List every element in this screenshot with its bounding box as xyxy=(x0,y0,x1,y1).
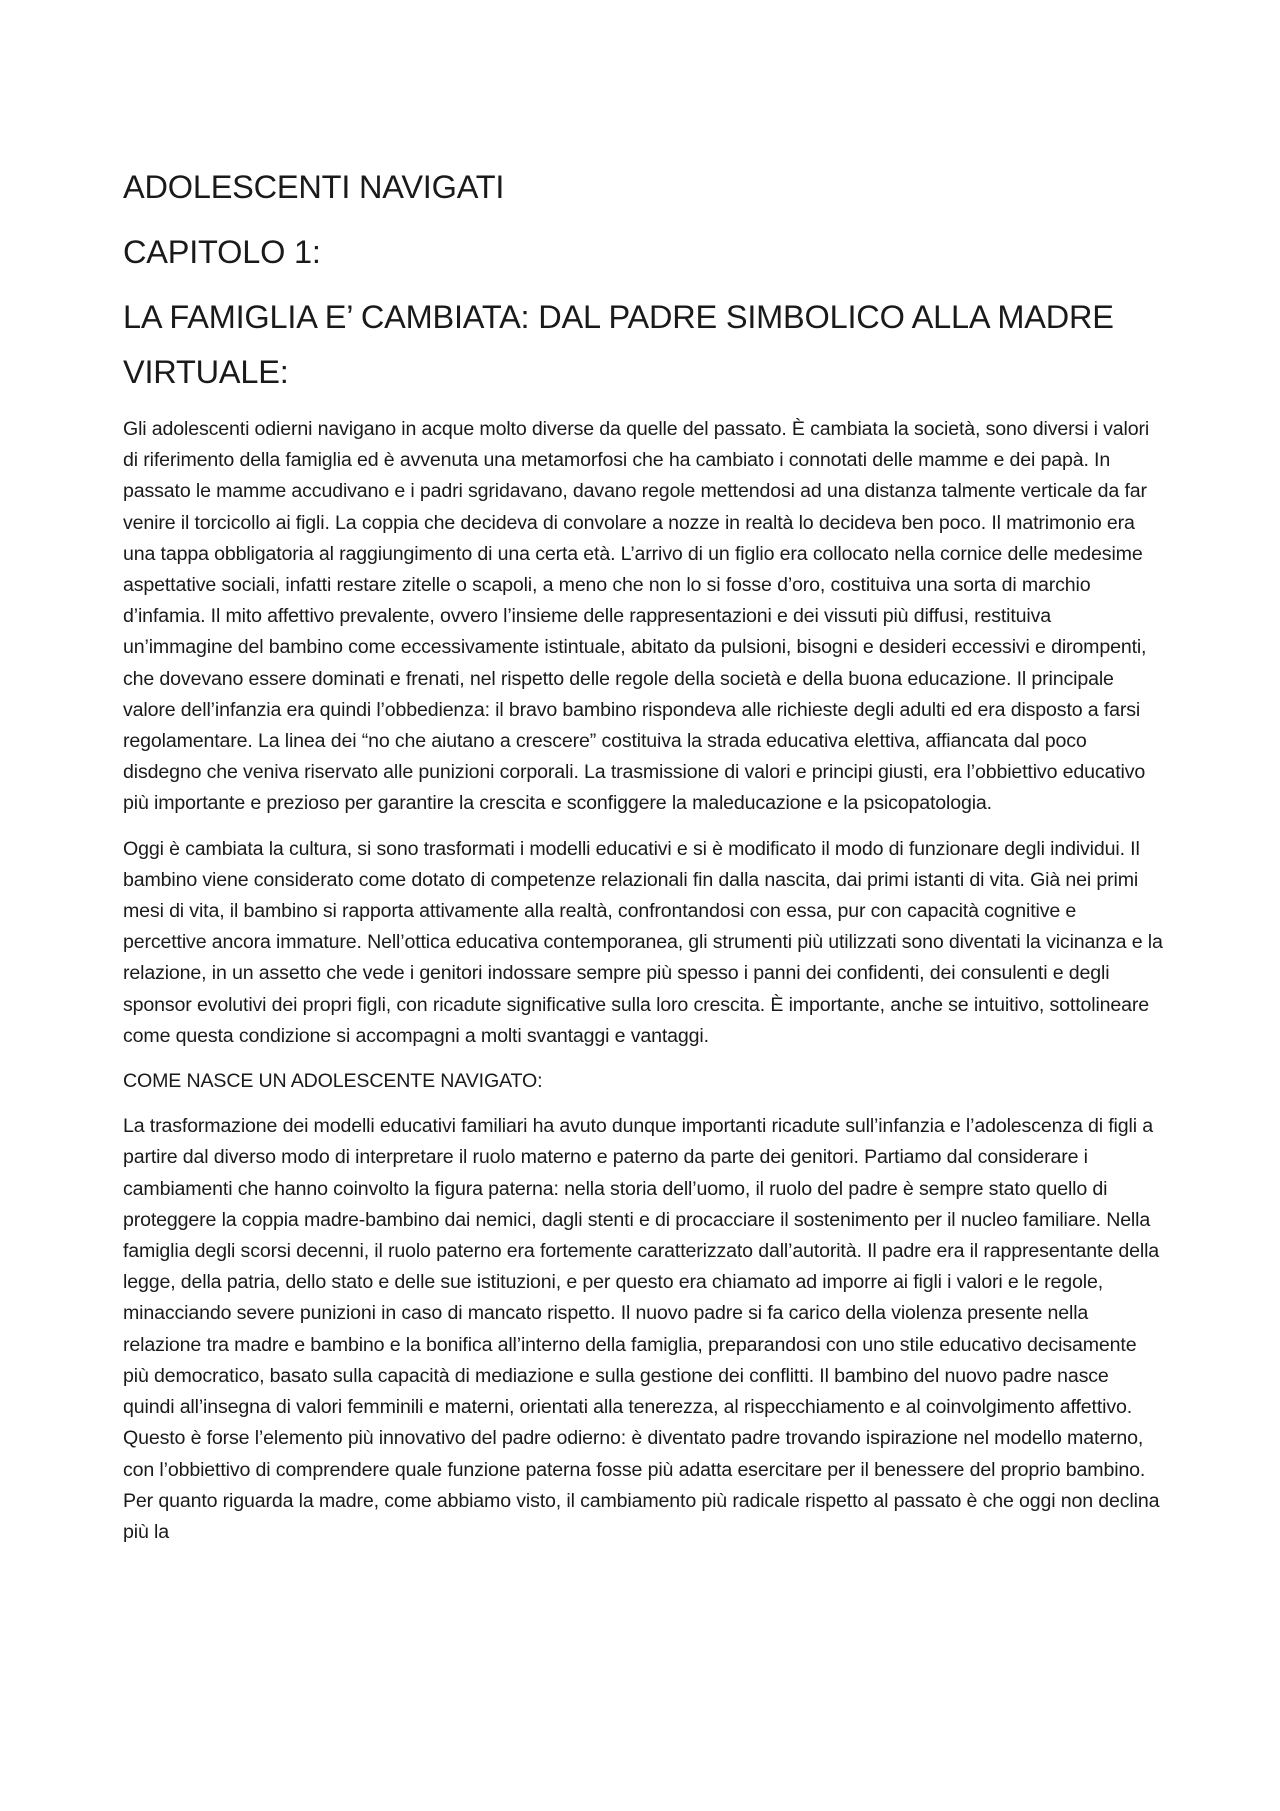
chapter-number: CAPITOLO 1: xyxy=(123,234,321,270)
chapter-title: LA FAMIGLIA E’ CAMBIATA: DAL PADRE SIMBOLICO ALLA MADRE VIRTUALE: xyxy=(123,299,1114,390)
body-paragraph-1: Gli adolescenti odierni navigano in acque molto diverse da quelle del passato. È cambiata la società, sono diversi i valori di riferimento della famiglia ed è avvenuta una metamorfosi che ha cambiato i connotati delle mamme e dei papà. In passato le mamme accudivano e i padri sgridavano, davano regole mettendosi ad una distanza talmente verticale da far venire il torcicollo ai figli. La coppia che decideva di convolare a nozze in realtà lo decideva ben poco. Il matrimonio era una tappa obbligatoria al raggiungimento di una certa età. L’arrivo di un figlio era collocato nella cornice delle medesime aspettative sociali, infatti restare zitelle o scapoli, a meno che non lo si fosse d’oro, costituiva una sorta di marchio d’infamia. Il mito affettivo prevalente, ovvero l’insieme delle rappresentazioni e dei vissuti più diffusi, restituiva un’immagine del bambino come eccessivamente istintuale, abitato da pulsioni, bisogni e desideri eccessivi e dirompenti, che dovevano essere dominati e frenati, nel rispetto delle regole della società e della buona educazione. Il principale valore dell’infanzia era quindi l’obbedienza: il bravo bambino rispondeva alle richieste degli adulti ed era disposto a farsi regolamentare. La linea dei “no che aiutano a crescere” costituiva la strada educativa elettiva, affiancata dal poco disdegno che veniva riservato alle punizioni corporali. La trasmissione di valori e principi giusti, era l’obbiettivo educativo più importante e prezioso per garantire la crescita e sconfiggere la maleducazione e la psicopatologia. xyxy=(123,418,1150,815)
document-page xyxy=(123,160,1163,1562)
body-paragraph-2: Oggi è cambiata la cultura, si sono trasformati i modelli educativi e si è modificato il modo di funzionare degli individui. Il bambino viene considerato come dotato di competenze relazionali fin dalla nascita, dai primi istanti di vita. Già nei primi mesi di vita, il bambino si rapporta attivamente alla realtà, confrontandosi con essa, pur con capacità cognitive e percettive ancora immature. Nell’ottica educativa contemporanea, gli strumenti più utilizzati sono diventati la vicinanza e la relazione, in un assetto che vede i genitori indossare sempre più spesso i panni dei confidenti, dei consulenti e degli sponsor evolutivi dei propri figli, con ricadute significative sulla loro crescita. È importante, anche se intuitivo, sottolineare come questa condizione si accompagni a molti svantaggi e vantaggi. xyxy=(123,837,1163,1047)
body-paragraph-3: La trasformazione dei modelli educativi familiari ha avuto dunque importanti ricadute sull’infanzia e l’adolescenza di figli a partire dal diverso modo di interpretare il ruolo materno e paterno da parte dei genitori. Partiamo dal considerare i cambiamenti che hanno coinvolto la figura paterna: nella storia dell’uomo, il ruolo del padre è sempre stato quello di proteggere la coppia madre-bambino dai nemici, dagli stenti e di procacciare il sostenimento per il nucleo familiare. Nella famiglia degli scorsi decenni, il ruolo paterno era fortemente caratterizzato dall’autorità. Il padre era il rappresentante della legge, della patria, dello stato e delle sue istituzioni, e per questo era chiamato ad imporre ai figli i valori e le regole, minacciando severe punizioni in caso di mancato rispetto. Il nuovo padre si fa carico della violenza presente nella relazione tra madre e bambino e la bonifica all’interno della famiglia, preparandosi con uno stile educativo decisamente più democratico, basato sulla capacità di mediazione e sulla gestione dei conflitti. Il bambino del nuovo padre nasce quindi all’insegna di valori femminili e materni, orientati alla tenerezza, al rispecchiamento e al coinvolgimento affettivo. Questo è forse l’elemento più innovativo del padre odierno: è diventato padre trovando ispirazione nel modello materno, con l’obbiettivo di comprendere quale funzione paterna fosse più adatta esercitare per il benessere del proprio bambino. Per quanto riguarda la madre, come abbiamo visto, il cambiamento più radicale rispetto al passato è che oggi non declina più la xyxy=(123,1115,1160,1543)
section-heading: COME NASCE UN ADOLESCENTE NAVIGATO: xyxy=(123,1070,543,1093)
document-title: ADOLESCENTI NAVIGATI xyxy=(123,169,505,205)
